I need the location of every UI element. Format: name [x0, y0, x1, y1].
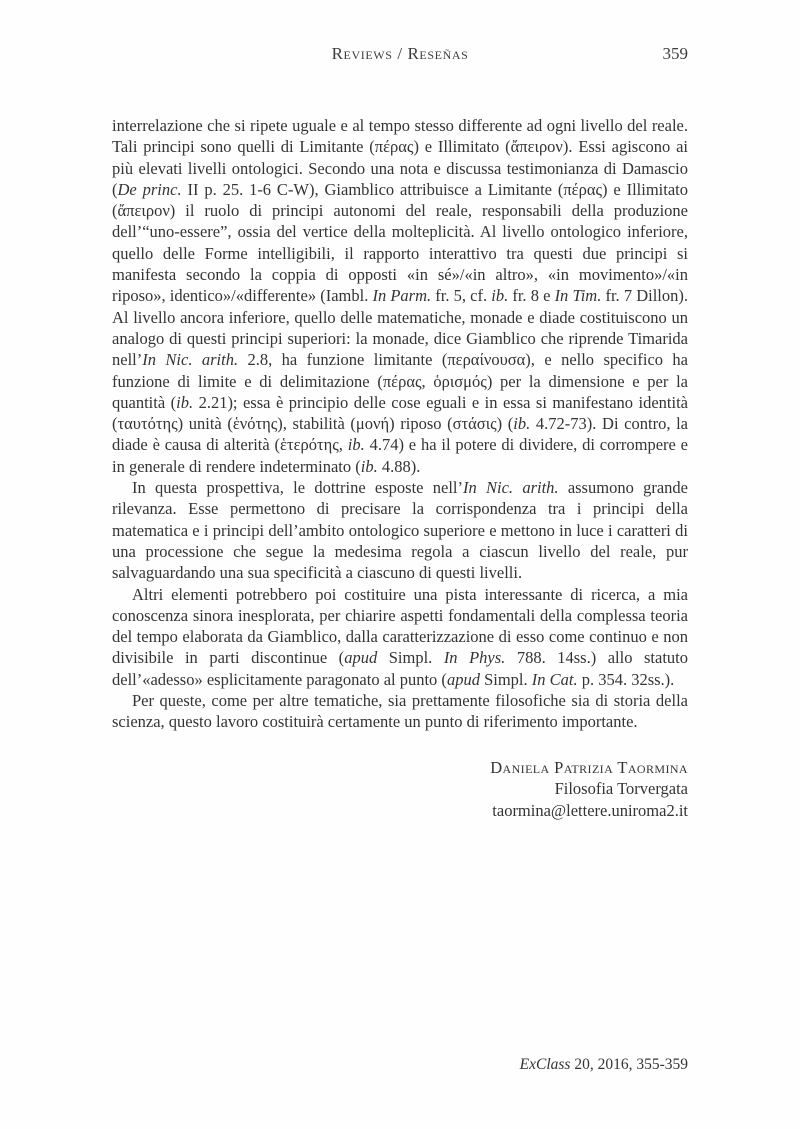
body-paragraph: In questa prospettiva, le dottrine esposte nell’In Nic. arith. assumono grande rilevanza. Esse permettono di precisare la corrispondenza tra i principi della matematica e i principi dell’ambito ontologico superiore e mettono in luce i caratteri di una processione che segue la medesima regola a ciascun livello del reale, pur salvaguardando una sua specificità a ciascuno di questi livelli.: [112, 478, 688, 583]
signature-name: Daniela Patrizia Taormina: [490, 757, 688, 777]
text-block: [112, 0, 688, 821]
signature-email: taormina@lettere.uniroma2.it: [492, 800, 688, 820]
review-body: [112, 115, 688, 733]
signature-affiliation: Filosofia Torvergata: [554, 779, 688, 799]
body-paragraph: Per queste, come per altre tematiche, sia prettamente filosofiche sia di storia della scienza, questo lavoro costituirà certamente un punto di riferimento importante.: [112, 691, 688, 732]
page-number: 359: [662, 44, 688, 63]
body-paragraph: Altri elementi potrebbero poi costituire una pista interessante di ricerca, a mia conoscenza sinora inesplorata, per chiarire aspetti fondamentali della complessa teoria del tempo elaborata da Giamblico, dalla caratterizzazione di esso come continuo e non divisibile in parti discontinue (apud Simpl. In Phys. 788. 14ss.) allo statuto dell’«adesso» esplicitamente paragonato al punto (apud Simpl. In Cat. p. 354. 32ss.).: [112, 584, 688, 689]
running-head-title: Reviews / Reseñas: [331, 44, 469, 63]
body-paragraph: interrelazione che si ripete uguale e al tempo stesso differente ad ogni livello del reale. Tali principi sono quelli di Limitante (πέρας) e Illimitato (ἄπειρον). Essi agiscono ai più elevati livelli ontologici. Secondo una nota e discussa testimonianza di Damascio (De princ. II p. 25. 1-6 C-W), Giamblico attribuisce a Limitante (πέρας) e Illimitato (ἄπειρον) il ruolo di principi autonomi del reale, responsabili della produzione dell’“uno-essere”, ossia del vertice della molteplicità. Al livello ontologico inferiore, quello delle Forme intelligibili, il rapporto interattivo tra questi due principi si manifesta secondo la coppia di opposti «in sé»/«in altro», «in movimento»/«in riposo», identico»/«differente» (Iambl. In Parm. fr. 5, cf. ib. fr. 8 e In Tim. fr. 7 Dillon). Al livello ancora inferiore, quello delle matematiche, monade e diade costituiscono un analogo di questi principi superiori: la monade, dice Giamblico che riprende Timarida nell’In Nic. arith. 2.8, ha funzione limitante (περαίνουσα), e nello specifico ha funzione di limite e di delimitazione (πέρας, ὁρισμός) per la dimensione e per la quantità (ib. 2.21); essa è principio delle cose eguali e in essa si manifestano identità (ταυτότης) unità (ἑνότης), stabilità (μονή) riposo (στάσις) (ib. 4.72-73). Di contro, la diade è causa di alterità (ἑτερότης, ib. 4.74) e ha il potere di dividere, di corrompere e in generale di rendere indeterminato (ib. 4.88).: [112, 116, 689, 476]
footer-citation: ExClass 20, 2016, 355-359: [519, 1056, 688, 1073]
signature-block: [112, 757, 688, 822]
page-header: [112, 44, 688, 66]
